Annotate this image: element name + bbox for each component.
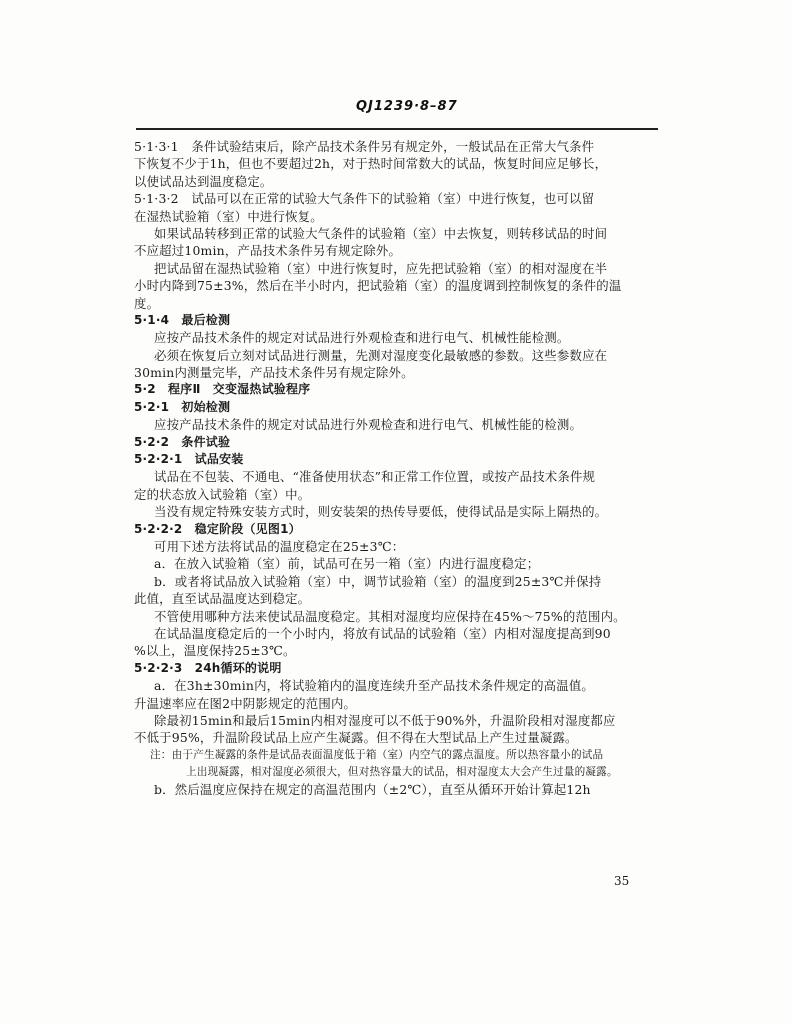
text-line: 在试品温度稳定后的一个小时内，将放有试品的试验箱（室）内相对湿度提高到90 (154, 625, 611, 641)
text-line: 不管使用哪种方法来使试品温度稳定。其相对湿度均应保持在45%～75%的范围内。 (154, 608, 626, 624)
section-heading: 5·2·2·2 稳定阶段（见图1） (134, 521, 301, 536)
text-line: 以使试品达到温度稳定。 (134, 173, 273, 189)
text-line: 应按产品技术条件的规定对试品进行外观检查和进行电气、机械性能的检测。 (154, 417, 583, 433)
text-line: 试品在不包装、不通电、“准备使用状态”和正常工作位置，或按产品技术条件规 (154, 469, 596, 485)
text-line: 把试品留在湿热试验箱（室）中进行恢复时，应先把试验箱（室）的相对湿度在半 (154, 260, 608, 276)
section-heading: 5·2·2·3 24h循环的说明 (134, 660, 282, 675)
page-number: 35 (614, 874, 630, 888)
text-line: a．在放入试验箱（室）前，试品可在另一箱（室）内进行温度稳定； (154, 556, 540, 572)
text-line: 升温速率应在图2中阴影规定的范围内。 (134, 695, 357, 711)
text-line: 度。 (134, 295, 160, 311)
document-header-code: QJ1239·8–87 (356, 99, 458, 114)
note-line: 注：由于产生凝露的条件是试品表面温度低于箱（室）内空气的露点温度。所以热容量小的试品 (150, 748, 604, 761)
text-line: 不应超过10min，产品技术条件另有规定除外。 (134, 243, 402, 259)
text-line: 5·1·3·1 条件试验结束后，除产品技术条件另有规定外，一般试品在正常大气条件 (134, 139, 595, 154)
text-line: 不低于95%，升温阶段试品上应产生凝露。但不得在大型试品上产生过量凝露。 (134, 730, 578, 746)
text-line: a．在3h±30min内，将试验箱内的温度连续升至产品技术条件规定的高温值。 (154, 678, 595, 694)
header-rule (136, 128, 658, 130)
text-line: 除最初15min和最后15min内相对湿度可以不低于90%外，升温阶段相对湿度都应 (154, 712, 616, 728)
text-line: 在湿热试验箱（室）中进行恢复。 (134, 208, 323, 224)
text-line: 当没有规定特殊安装方式时，则安装架的热传导要低，使得试品是实际上隔热的。 (154, 504, 608, 520)
text-line: b．然后温度应保持在规定的高温范围内（±2℃），直至从循环开始计算起12h (154, 782, 591, 798)
section-heading: 5·2 程序Ⅱ 交变湿热试验程序 (134, 382, 311, 397)
section-heading: 5·2·2·1 试品安装 (134, 452, 244, 467)
text-line: 下恢复不少于1h，但也不要超过2h，对于热时间常数大的试品，恢复时间应足够长， (134, 156, 608, 172)
section-heading: 5·2·1 初始检测 (134, 399, 231, 414)
text-line: b．或者将试品放入试验箱（室）中，调节试验箱（室）的温度到25±3℃并保持 (154, 573, 602, 589)
text-line: 30min内测量完毕，产品技术条件另有规定除外。 (134, 365, 414, 381)
text-line: 应按产品技术条件的规定对试品进行外观检查和进行电气、机械性能检测。 (154, 330, 570, 346)
section-heading: 5·2·2 条件试验 (134, 434, 231, 449)
text-line: 此值，直至试品温度达到稳定。 (134, 591, 311, 607)
text-line: 5·1·3·2 试品可以在正常的试验大气条件下的试验箱（室）中进行恢复，也可以留 (134, 191, 595, 207)
note-line: 上出现凝露，相对湿度必须很大，但对热容量大的试品，相对湿度太大会产生过量的凝露。 (186, 766, 618, 779)
text-line: 必须在恢复后立刻对试品进行测量，先测对湿度变化最敏感的参数。这些参数应在 (154, 347, 608, 363)
document-body (126, 138, 658, 799)
text-line: 如果试品转移到正常的试验大气条件的试验箱（室）中去恢复，则转移试品的时间 (154, 225, 608, 241)
text-line: 小时内降到75±3%，然后在半小时内，把试验箱（室）的温度调到控制恢复的条件的温 (134, 278, 622, 294)
text-line: 定的状态放入试验箱（室）中。 (134, 486, 311, 502)
text-line: %以上，温度保持25±3℃。 (134, 643, 296, 659)
section-heading: 5·1·4 最后检测 (134, 312, 231, 327)
text-line: 可用下述方法将试品的温度稳定在25±3℃： (154, 538, 405, 554)
